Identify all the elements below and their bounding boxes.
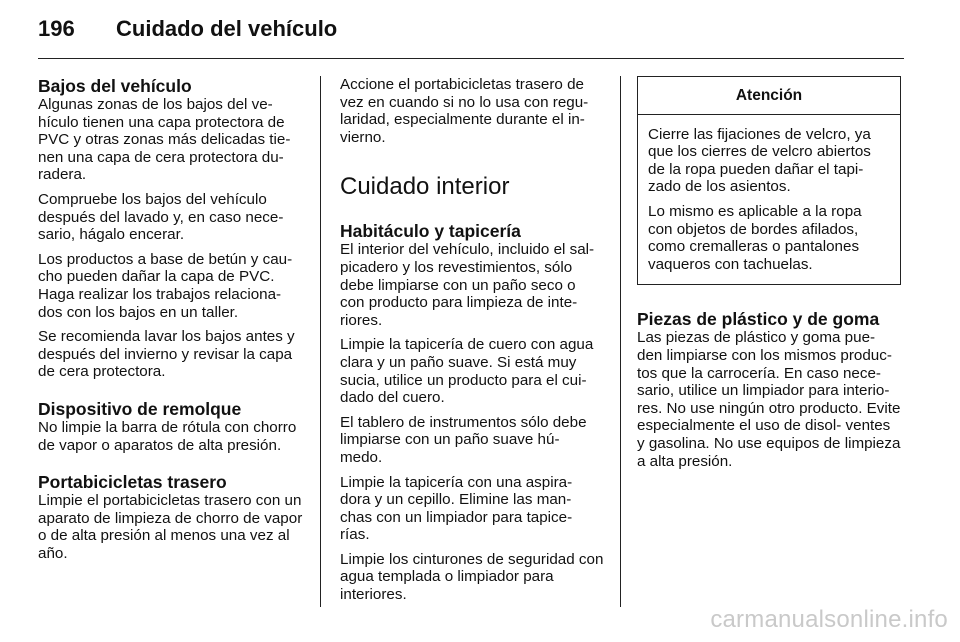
column-1 [38, 76, 304, 569]
paragraph: Lo mismo es aplicable a la ropa con objetos de bordes afilados, como cremalleras o pantalones vaqueros con tachuelas. [648, 202, 862, 273]
section-heading-bike-carrier: Portabicicletas trasero [38, 472, 227, 493]
paragraph: Compruebe los bajos del vehículo después del lavado y, en caso nece- sario, hágalo encerar. [38, 190, 284, 244]
paragraph: Limpie la tapicería de cuero con agua clara y un paño suave. Si está muy sucia, utilice un producto para el cui- dado del cuero. [340, 336, 594, 407]
paragraph: Se recomienda lavar los bajos antes y después del invierno y revisar la capa de cera protectora. [38, 328, 295, 381]
paragraph: Las piezas de plástico y goma pue- den limpiarse con los mismos produc- tos que la carrocería. En caso nece- sario, utilice un limpiador para interio- res. No use ningún otro producto. Evite especialmente el uso de disol- ventes y gasolina. No use equipos de limpieza a alta presión. [637, 329, 901, 470]
header-rule [38, 58, 904, 59]
section-heading-plastic: Piezas de plástico y de goma [637, 309, 880, 330]
watermark: carmanualsonline.info [710, 606, 948, 633]
attention-title: Atención [638, 77, 900, 115]
section-heading-upholstery: Habitáculo y tapicería [340, 221, 521, 242]
paragraph: Algunas zonas de los bajos del ve- hículo tienen una capa protectora de PVC y otras zonas más delicadas tie- nen una capa de cera protectora du- radera. [38, 96, 291, 184]
paragraph: No limpie la barra de rótula con chorro de vapor o aparatos de alta presión. [38, 418, 297, 454]
paragraph: Cierre las fijaciones de velcro, ya que los cierres de velcro abiertos de la ropa pueden dañar el tapi- zado de los asientos. [648, 125, 871, 196]
paragraph: Limpie el portabicicletas trasero con un aparato de limpieza de chorro de vapor o de alta presión al menos una vez al año. [38, 492, 303, 562]
section-title-interior: Cuidado interior [340, 173, 510, 201]
paragraph: El interior del vehículo, incluido el sal- picadero y los revestimientos, sólo debe limpiarse con un paño seco o con producto para limpieza de inte- riores. [340, 241, 595, 329]
paragraph: Limpie los cinturones de seguridad con agua templada o limpiador para interiores. [340, 550, 604, 604]
attention-box [637, 76, 901, 285]
column-divider-1 [320, 76, 321, 607]
page-number: 196 [38, 16, 75, 41]
column-3 [637, 76, 901, 477]
paragraph: Los productos a base de betún y cau- cho pueden dañar la capa de PVC. Haga realizar los trabajos relaciona- dos con los bajos en un taller. [38, 250, 293, 321]
paragraph: Accione el portabicicletas trasero de vez en cuando si no lo usa con regu- laridad, especialmente durante el in- vierno. [340, 76, 589, 146]
section-heading-underbody: Bajos del vehículo [38, 76, 192, 96]
paragraph: Limpie la tapicería con una aspira- dora y un cepillo. Elimine las man- chas con un limpiador para tapice- rías. [340, 473, 573, 544]
paragraph: El tablero de instrumentos sólo debe limpiarse con un paño suave hú- medo. [340, 413, 587, 466]
section-heading-towing: Dispositivo de remolque [38, 398, 242, 419]
page-header [38, 16, 337, 46]
column-divider-2 [620, 76, 621, 607]
attention-body [638, 115, 900, 285]
column-2 [340, 76, 604, 611]
page-title: Cuidado del vehículo [116, 16, 338, 41]
